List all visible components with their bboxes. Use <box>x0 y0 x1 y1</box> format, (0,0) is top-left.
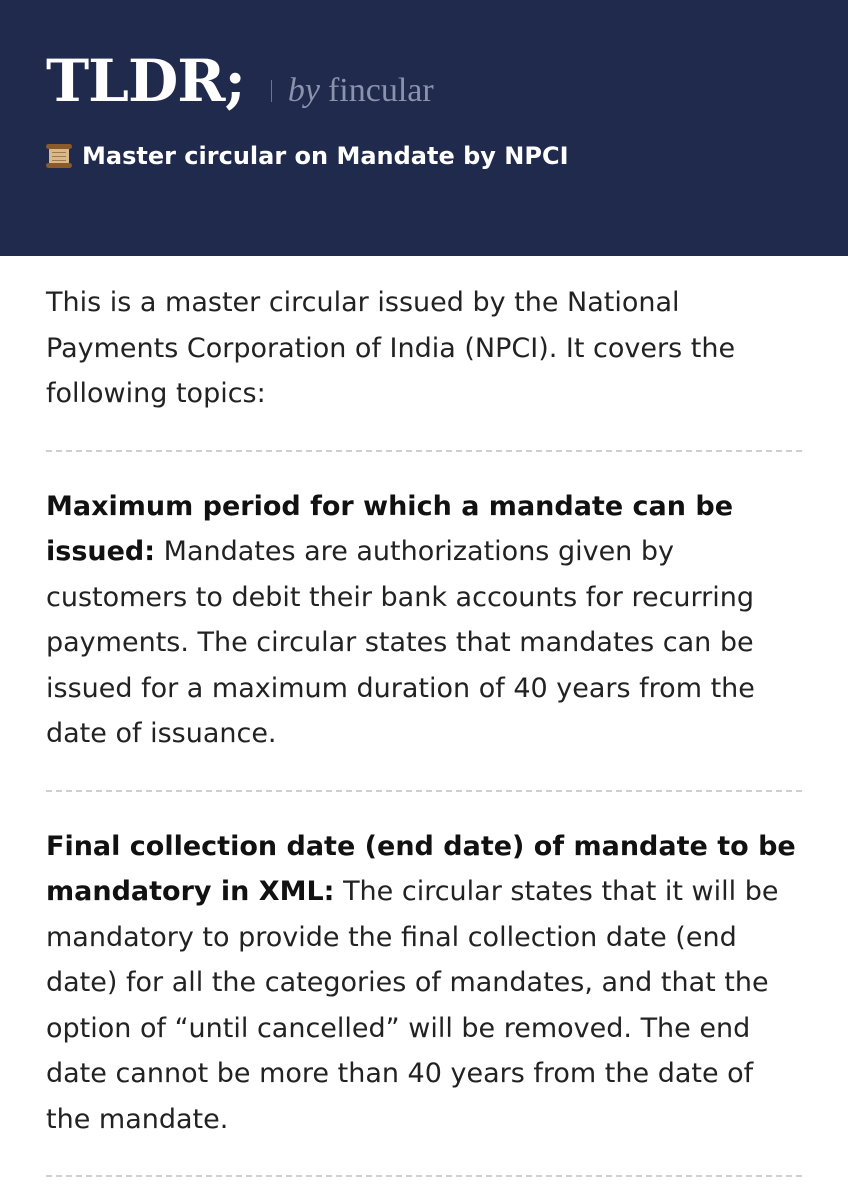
summary-content <box>46 280 806 1177</box>
topic-body: Mandates are authorizations given by customers to debit their bank accounts for recurring payments. The circular states that mandates can be issued for a maximum duration of 40 years from the date of issuance. <box>46 536 755 749</box>
topic-body: The circular states that it will be mandatory to provide the final collection date (end date) for all the categories of mandates, and that the option of “until cancelled” will be removed. The end date cannot be more than 40 years from the date of the mandate. <box>46 876 779 1135</box>
brand-name: fincular <box>327 72 434 109</box>
section-divider <box>46 1175 802 1177</box>
intro-paragraph: This is a master circular issued by the National Payments Corporation of India (NPCI). It covers the following topics: <box>46 287 736 409</box>
topic-heading: Final collection date (end date) of mandate to be mandatory in XML: <box>46 830 796 907</box>
document-title-row <box>46 142 569 170</box>
scroll-icon <box>46 144 72 168</box>
brand-title: TLDR; <box>46 47 245 115</box>
brand-separator <box>271 80 272 102</box>
header-banner <box>0 0 848 256</box>
document-title: Master circular on Mandate by NPCI <box>82 142 569 170</box>
topic-heading: Maximum period for which a mandate can be issued: <box>46 490 734 567</box>
topic-paragraph <box>46 824 806 1143</box>
brand-logo <box>46 47 434 115</box>
topic-paragraph <box>46 484 806 757</box>
brand-by-text: by <box>287 72 320 109</box>
